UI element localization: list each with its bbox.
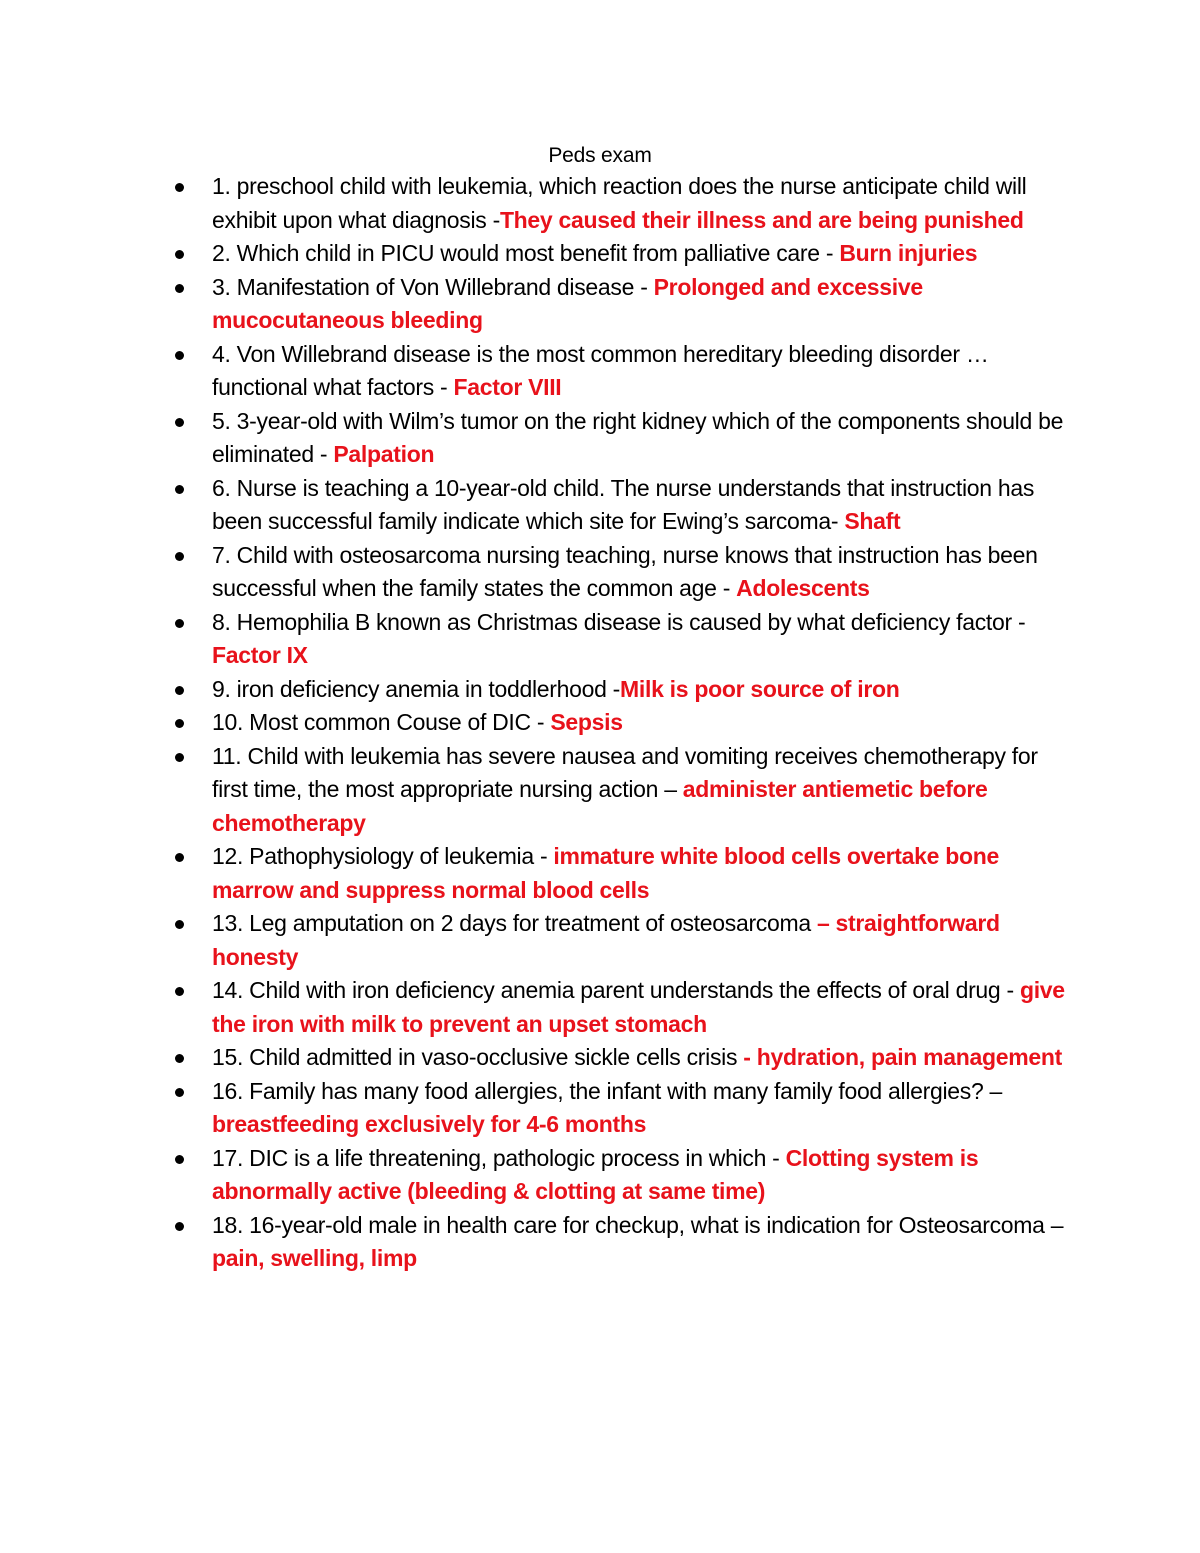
list-item bbox=[0, 974, 1068, 1041]
list-item bbox=[0, 237, 1068, 271]
bullet-icon bbox=[175, 183, 184, 192]
question-text: 3. Manifestation of Von Willebrand disease - bbox=[212, 273, 654, 300]
answer-text: administer antiemetic before chemotherapy bbox=[212, 776, 988, 836]
question-text: 11. Child with leukemia has severe nausea and vomiting receives chemotherapy for first time, the most appropriate nursing action – bbox=[212, 742, 1038, 802]
question-text: 5. 3-year-old with Wilm’s tumor on the right kidney which of the components should be eliminated - bbox=[212, 407, 1064, 467]
answer-text: give the iron with milk to prevent an upset stomach bbox=[212, 977, 1065, 1037]
question-text: 7. Child with osteosarcoma nursing teaching, nurse knows that instruction has been successful when the family states the common age - bbox=[212, 541, 1038, 601]
question-text: 6. Nurse is teaching a 10-year-old child. The nurse understands that instruction has been successful family indicate which site for Ewing’s sarcoma- bbox=[212, 474, 1035, 534]
answer-text: pain, swelling, limp bbox=[212, 1245, 417, 1271]
list-item bbox=[0, 170, 1068, 237]
question-text: 18. 16-year-old male in health care for checkup, what is indication for Osteosarcoma – bbox=[212, 1211, 1064, 1238]
question-list bbox=[0, 170, 1200, 1276]
answer-text: Adolescents bbox=[736, 575, 870, 601]
bullet-icon bbox=[175, 987, 184, 996]
answer-text: – straightforward honesty bbox=[212, 910, 1000, 970]
answer-text: Clotting system is abnormally active (bleeding & clotting at same time) bbox=[212, 1144, 979, 1204]
question-text: 9. iron deficiency anemia in toddlerhood - bbox=[212, 675, 621, 702]
bullet-icon bbox=[175, 753, 184, 762]
list-item bbox=[0, 606, 1068, 673]
list-item bbox=[0, 907, 1068, 974]
question-text: 13. Leg amputation on 2 days for treatment of osteosarcoma bbox=[212, 910, 817, 936]
list-item bbox=[0, 1209, 1068, 1276]
answer-text: Palpation bbox=[333, 441, 435, 467]
answer-text: Sepsis bbox=[550, 709, 623, 735]
list-item bbox=[0, 673, 1068, 707]
bullet-icon bbox=[175, 284, 184, 293]
question-text: 1. preschool child with leukemia, which reaction does the nurse anticipate child will exhibit upon what diagnosis - bbox=[212, 173, 1027, 233]
list-item bbox=[0, 472, 1068, 539]
answer-text: Factor IX bbox=[212, 642, 308, 668]
bullet-icon bbox=[175, 1088, 184, 1097]
bullet-icon bbox=[175, 853, 184, 862]
answer-text: They caused their illness and are being punished bbox=[499, 206, 1024, 233]
answer-text: Shaft bbox=[844, 508, 901, 534]
answer-text: Prolonged and excessive mucocutaneous bleeding bbox=[212, 273, 923, 333]
list-item bbox=[0, 271, 1068, 338]
bullet-icon bbox=[175, 351, 184, 360]
question-text: 17. DIC is a life threatening, pathologic process in which - bbox=[212, 1144, 786, 1171]
question-text: 8. Hemophilia B known as Christmas disease is caused by what deficiency factor - bbox=[212, 608, 1026, 635]
bullet-icon bbox=[175, 418, 184, 427]
question-text: 12. Pathophysiology of leukemia - bbox=[212, 843, 554, 869]
answer-text: Milk is poor source of iron bbox=[620, 675, 900, 702]
question-text: 16. Family has many food allergies, the infant with many family food allergies? – bbox=[212, 1077, 1003, 1104]
page-title: Peds exam bbox=[548, 144, 652, 167]
bullet-icon bbox=[175, 552, 184, 561]
list-item bbox=[0, 338, 1068, 405]
question-text: 2. Which child in PICU would most benefit from palliative care - bbox=[212, 240, 840, 266]
question-text: 14. Child with iron deficiency anemia parent understands the effects of oral drug - bbox=[212, 977, 1020, 1003]
answer-text: breastfeeding exclusively for 4-6 months bbox=[212, 1111, 647, 1137]
bullet-icon bbox=[175, 1054, 184, 1063]
answer-text: Burn injuries bbox=[839, 240, 978, 266]
bullet-icon bbox=[175, 619, 184, 628]
bullet-icon bbox=[175, 719, 184, 728]
question-text: 4. Von Willebrand disease is the most common hereditary bleeding disorder … functional what factors - bbox=[212, 340, 989, 400]
list-item bbox=[0, 740, 1068, 841]
bullet-icon bbox=[175, 686, 184, 695]
bullet-icon bbox=[175, 1155, 184, 1164]
bullet-icon bbox=[175, 250, 184, 259]
answer-text: Factor VIII bbox=[453, 374, 562, 400]
list-item bbox=[0, 840, 1068, 907]
list-item bbox=[0, 1142, 1068, 1209]
bullet-icon bbox=[175, 485, 184, 494]
list-item bbox=[0, 706, 1068, 740]
bullet-icon bbox=[175, 920, 184, 929]
bullet-icon bbox=[175, 1222, 184, 1231]
answer-text: - hydration, pain management bbox=[743, 1044, 1063, 1070]
question-text: 15. Child admitted in vaso-occlusive sickle cells crisis bbox=[212, 1044, 744, 1070]
list-item bbox=[0, 1075, 1068, 1142]
answer-text: immature white blood cells overtake bone marrow and suppress normal blood cells bbox=[212, 843, 999, 903]
question-text: 10. Most common Couse of DIC - bbox=[212, 709, 551, 735]
list-item bbox=[0, 1041, 1068, 1075]
list-item bbox=[0, 539, 1068, 606]
list-item bbox=[0, 405, 1068, 472]
